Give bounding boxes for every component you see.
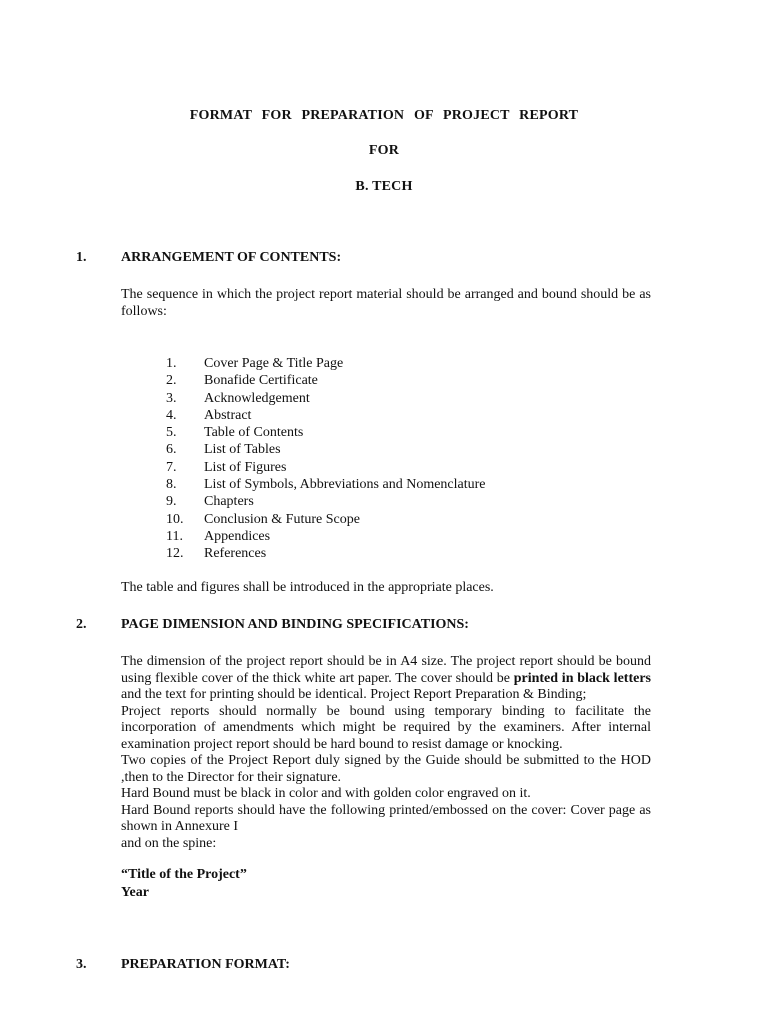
spine-title-text: “Title of the Project” <box>121 867 247 882</box>
list-item <box>166 476 486 493</box>
section-3-number: 3. <box>76 957 87 972</box>
list-item-number: 10. <box>166 511 184 527</box>
section-2-paragraph-3: Two copies of the Project Report duly signed by the Guide should be submitted to the HOD ,then to the Director for their signature. <box>121 753 651 785</box>
list-item-text: References <box>204 546 267 562</box>
section-2-body <box>121 654 651 852</box>
list-item-number: 5. <box>166 425 177 441</box>
list-item-number: 9. <box>166 494 177 510</box>
list-item <box>166 545 486 562</box>
list-item-number: 3. <box>166 390 177 406</box>
list-item-number: 12. <box>166 546 184 562</box>
document-title: FORMAT FOR PREPARATION OF PROJECT REPORT <box>189 108 579 123</box>
list-item <box>166 407 486 424</box>
section-2-paragraph-5: Hard Bound reports should have the following printed/embossed on the cover: Cover page as shown in Annexure I <box>121 802 651 834</box>
list-item <box>166 372 486 389</box>
section-1-number: 1. <box>76 250 87 265</box>
list-item <box>166 390 486 407</box>
list-item-text: Table of Contents <box>204 425 304 441</box>
list-item <box>166 528 486 545</box>
list-item <box>166 493 486 510</box>
section-1-intro: The sequence in which the project report material should be arranged and bound should be as follows: <box>121 287 651 319</box>
list-item-text: Acknowledgement <box>204 390 310 406</box>
section-2-number: 2. <box>76 617 87 632</box>
section-2-paragraph-6: and on the spine: <box>121 835 217 851</box>
document-title-for: FOR <box>368 143 400 158</box>
spine-year-text: Year <box>121 885 149 900</box>
section-2-paragraph-1: The dimension of the project report should be in A4 size. The project report should be bound using flexible cover of the thick white art paper. The cover should be printed in black letters and the text for printing should be identical. Project Report Preparation & Binding; <box>121 654 651 702</box>
bold-phrase: printed in black letters <box>513 670 651 686</box>
list-item-text: Bonafide Certificate <box>204 373 318 389</box>
list-item-text: Chapters <box>204 494 254 510</box>
list-item-number: 8. <box>166 477 177 493</box>
list-item <box>166 441 486 458</box>
list-item-text: List of Symbols, Abbreviations and Nomenclature <box>204 477 486 493</box>
list-item-text: List of Figures <box>204 459 287 475</box>
list-item <box>166 424 486 441</box>
list-item-number: 1. <box>166 356 177 371</box>
section-2-paragraph-4: Hard Bound must be black in color and with golden color engraved on it. <box>121 786 531 801</box>
list-item <box>166 355 486 372</box>
list-item-number: 2. <box>166 373 177 389</box>
list-item-number: 4. <box>166 407 177 423</box>
section-1-heading: ARRANGEMENT OF CONTENTS: <box>121 250 342 265</box>
list-item <box>166 459 486 476</box>
list-item-text: Cover Page & Title Page <box>204 356 344 371</box>
section-2-heading: PAGE DIMENSION AND BINDING SPECIFICATIONS: <box>121 617 469 632</box>
list-item-number: 7. <box>166 459 177 475</box>
list-item-text: List of Tables <box>204 442 281 458</box>
section-1-closing: The table and figures shall be introduced in the appropriate places. <box>121 580 494 595</box>
list-item-text: Appendices <box>204 528 271 544</box>
document-title-degree: B. TECH <box>355 179 413 194</box>
section-2-paragraph-2: Project reports should normally be bound using temporary binding to facilitate the incorporation of amendments which might be required by the examiners. After internal examination project report should be hard bound to resist damage or knocking. <box>121 703 651 752</box>
list-item-number: 6. <box>166 442 177 458</box>
list-item <box>166 511 486 528</box>
contents-list <box>166 355 486 563</box>
list-item-text: Abstract <box>204 407 252 423</box>
section-3-heading: PREPARATION FORMAT: <box>121 957 290 972</box>
list-item-number: 11. <box>166 528 183 544</box>
list-item-text: Conclusion & Future Scope <box>204 511 360 527</box>
